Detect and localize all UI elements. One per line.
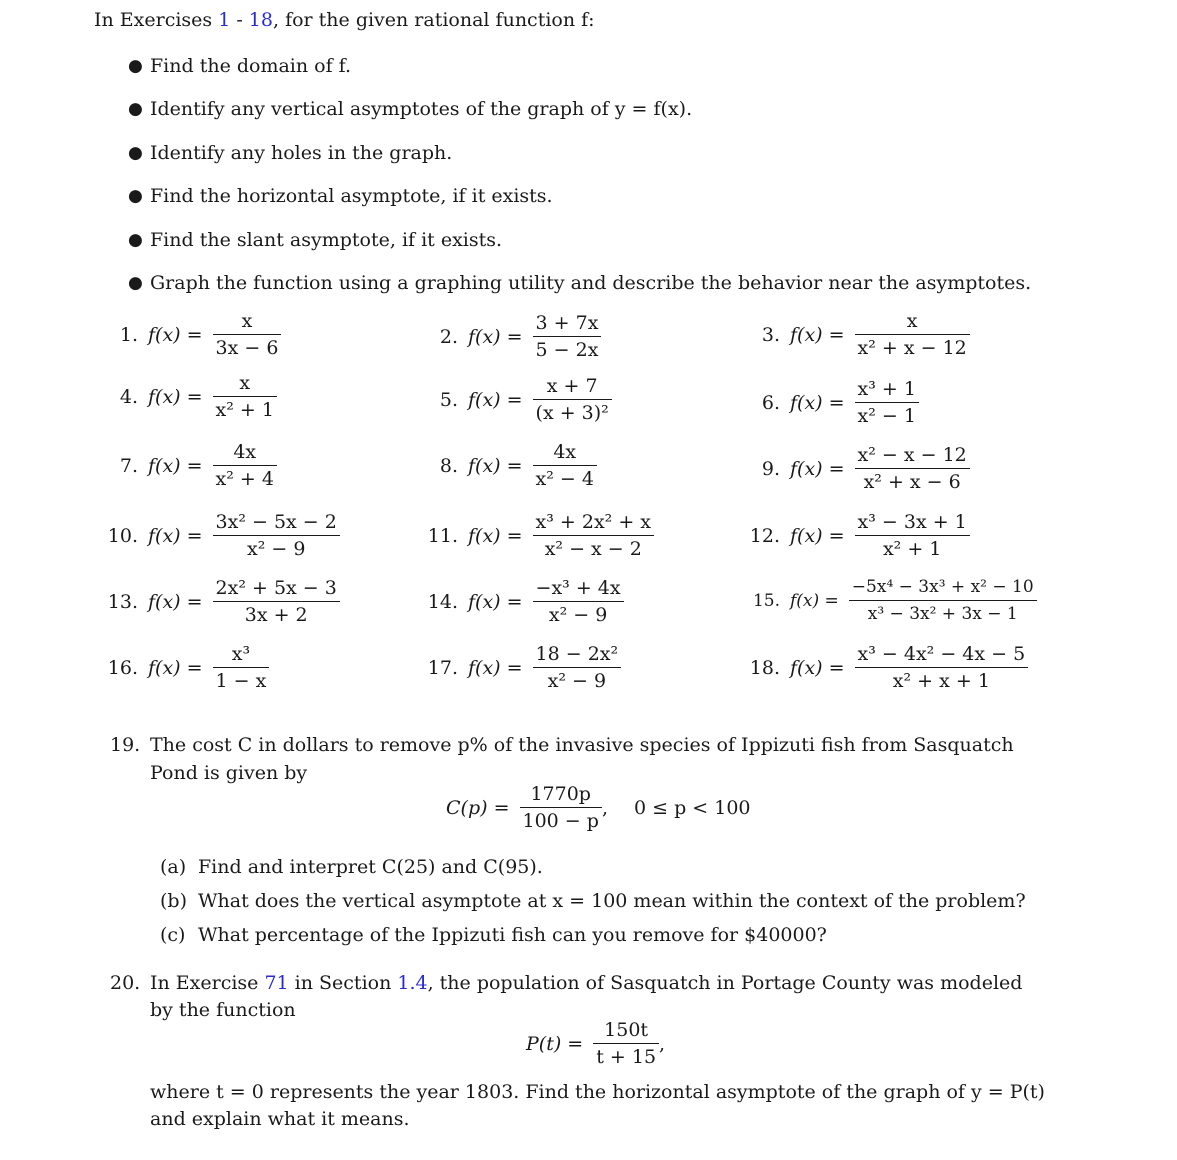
fraction (213, 440, 277, 491)
exercise-item (748, 510, 970, 561)
exercise-item (426, 311, 601, 362)
exercise-item (106, 576, 340, 627)
exercise-lhs: f(x) = (790, 524, 845, 547)
exercise-number: 16. (107, 656, 138, 679)
exercise-item (106, 642, 269, 693)
exercise-number: 13. (107, 590, 138, 613)
fraction-bar (533, 667, 622, 668)
bullet-dot: ● (128, 99, 143, 119)
fraction-bar (533, 465, 597, 466)
fraction (533, 440, 597, 491)
bullet-item: Identify any holes in the graph. (150, 142, 453, 164)
fraction-bar (520, 807, 602, 808)
population-formula (526, 1018, 665, 1069)
bullet-dot: ● (128, 273, 143, 293)
fraction-numerator: 2x² + 5x − 3 (215, 577, 337, 599)
fraction-numerator: 4x (233, 441, 257, 463)
fraction-numerator: x (906, 310, 918, 332)
bullet-item: Find the slant asymptote, if it exists. (150, 229, 503, 251)
fraction (855, 642, 1029, 693)
fraction (855, 309, 970, 360)
fraction-bar (213, 396, 277, 397)
problem-number: 20. (110, 972, 141, 994)
exercise-number: 7. (119, 454, 138, 477)
bullet-item: Find the horizontal asymptote, if it exists. (150, 185, 553, 207)
exercise-item (748, 377, 919, 428)
fraction (213, 510, 340, 561)
fraction-numerator: 3x² − 5x − 2 (215, 511, 337, 533)
part-text: What percentage of the Ippizuti fish can you remove for $40000? (198, 924, 827, 946)
fraction-denominator: x² − 9 (246, 538, 306, 560)
exercise-item (426, 440, 597, 491)
fraction-bar (213, 667, 270, 668)
fraction-bar (533, 399, 612, 400)
exercise-number: 4. (119, 385, 138, 408)
bullet-item: Find the domain of f. (150, 55, 352, 77)
problem-text: by the function (150, 999, 296, 1021)
part-label: (c) (160, 924, 186, 946)
problem-text-part: In Exercise (150, 972, 265, 994)
exercise-lhs: f(x) = (790, 323, 845, 346)
fraction-bar (213, 465, 277, 466)
fraction-numerator: x³ (231, 643, 251, 665)
link-exercise-71[interactable]: 71 (264, 972, 289, 994)
fraction-denominator: x² − 9 (548, 604, 608, 626)
fraction-numerator: x + 7 (546, 375, 598, 397)
link-exercise-1[interactable]: 1 (218, 9, 231, 31)
exercise-number: 1. (119, 323, 138, 346)
fraction-denominator: (x + 3)² (535, 402, 609, 424)
bullet-dot: ● (128, 186, 143, 206)
exercise-item (748, 575, 1037, 626)
intro-dash: - (230, 9, 249, 31)
exercise-lhs: f(x) = (148, 524, 203, 547)
fraction-numerator: x³ − 3x + 1 (857, 511, 967, 533)
fraction (213, 309, 282, 360)
fraction-denominator: 3x + 2 (244, 604, 308, 626)
fraction-denominator: x² − 9 (547, 670, 607, 692)
exercise-lhs: f(x) = (790, 457, 845, 480)
fraction-bar (533, 601, 624, 602)
link-section-1-4[interactable]: 1.4 (397, 972, 428, 994)
fraction-bar (849, 600, 1037, 601)
fraction-numerator: 18 − 2x² (535, 643, 619, 665)
exercise-number: 8. (439, 454, 458, 477)
fraction (213, 642, 270, 693)
formula-comma: , (659, 1032, 666, 1055)
problem-text (150, 972, 1022, 994)
problem-text: and explain what it means. (150, 1108, 410, 1130)
fraction (855, 443, 970, 494)
exercise-lhs: f(x) = (790, 590, 839, 611)
fraction-numerator: −5x⁴ − 3x³ + x² − 10 (851, 577, 1034, 597)
fraction-numerator: 150t (604, 1019, 649, 1041)
exercise-item (426, 576, 624, 627)
exercise-item (106, 309, 281, 360)
fraction (533, 576, 624, 627)
fraction (849, 575, 1037, 626)
exercise-lhs: f(x) = (148, 323, 203, 346)
exercise-lhs: f(x) = (148, 656, 203, 679)
fraction-denominator: x² + x − 6 (863, 471, 961, 493)
bullet-item: Graph the function using a graphing utility and describe the behavior near the asymptotes. (150, 272, 1032, 294)
fraction-bar (213, 535, 340, 536)
exercise-number: 9. (761, 457, 780, 480)
bullet-item: Identify any vertical asymptotes of the graph of y = f(x). (150, 98, 693, 120)
fraction-denominator: x³ − 3x² + 3x − 1 (867, 604, 1018, 624)
exercise-number: 3. (761, 323, 780, 346)
fraction-denominator: x² − 1 (857, 405, 916, 427)
exercise-number: 17. (427, 656, 458, 679)
formula-domain: 0 ≤ p < 100 (633, 796, 751, 819)
fraction (533, 642, 622, 693)
fraction (520, 782, 602, 833)
problem-number: 19. (110, 734, 141, 756)
exercise-number: 18. (749, 656, 780, 679)
exercise-item (106, 510, 340, 561)
exercise-item (748, 309, 970, 360)
exercise-item (748, 642, 1028, 693)
exercise-item (748, 443, 970, 494)
fraction-numerator: x³ + 2x² + x (535, 511, 652, 533)
fraction-numerator: 1770p (530, 783, 591, 805)
fraction-bar (855, 402, 919, 403)
exercise-lhs: f(x) = (468, 388, 523, 411)
fraction-denominator: x² + x + 1 (892, 670, 990, 692)
fraction-denominator: 5 − 2x (535, 339, 599, 361)
fraction-bar (533, 336, 602, 337)
fraction (213, 371, 277, 422)
exercise-item (106, 440, 277, 491)
bullet-dot: ● (128, 56, 143, 76)
fraction-denominator: 3x − 6 (215, 337, 279, 359)
fraction-denominator: x² − 4 (535, 468, 594, 490)
fraction (533, 510, 654, 561)
intro-suffix: , for the given rational function f: (272, 9, 595, 31)
fraction-bar (213, 601, 340, 602)
fraction-bar (213, 334, 282, 335)
exercise-number: 6. (761, 391, 780, 414)
fraction-bar (533, 535, 654, 536)
exercise-number: 14. (427, 590, 458, 613)
exercise-item (426, 642, 621, 693)
fraction-bar (855, 535, 970, 536)
exercise-lhs: f(x) = (468, 325, 523, 348)
exercise-lhs: f(x) = (148, 385, 203, 408)
exercise-number: 5. (439, 388, 458, 411)
part-text: What does the vertical asymptote at x = 100 mean within the context of the problem? (198, 890, 1026, 912)
problem-text: where t = 0 represents the year 1803. Find the horizontal asymptote of the graph of y = P(t) (150, 1081, 1045, 1103)
fraction (533, 374, 612, 425)
fraction-denominator: t + 15 (596, 1046, 657, 1068)
cost-formula (446, 782, 751, 833)
exercise-number: 12. (749, 524, 780, 547)
exercise-lhs: f(x) = (790, 656, 845, 679)
fraction-numerator: x² − x − 12 (857, 444, 967, 466)
exercise-number: 15. (752, 590, 780, 611)
exercise-lhs: f(x) = (148, 590, 203, 613)
problem-text-part: in Section (288, 972, 398, 994)
fraction-numerator: x (239, 372, 251, 394)
exercise-number: 11. (427, 524, 458, 547)
exercise-lhs: f(x) = (468, 454, 523, 477)
problem-text: The cost C in dollars to remove p% of the invasive species of Ippizuti fish from Sasquatch (150, 734, 1014, 756)
fraction-numerator: 3 + 7x (535, 312, 599, 334)
bullet-dot: ● (128, 230, 143, 250)
intro-text (94, 9, 595, 31)
fraction-numerator: x³ + 1 (857, 378, 916, 400)
fraction-denominator: x² + x − 12 (857, 337, 967, 359)
part-label: (a) (160, 856, 187, 878)
fraction-bar (593, 1043, 659, 1044)
fraction-denominator: x² + 1 (882, 538, 942, 560)
fraction-bar (855, 667, 1029, 668)
exercise-lhs: f(x) = (468, 590, 523, 613)
fraction-denominator: 100 − p (522, 810, 599, 832)
fraction-numerator: 4x (553, 441, 577, 463)
formula-comma: , (601, 796, 608, 819)
link-exercise-18[interactable]: 18 (248, 9, 273, 31)
fraction (533, 311, 602, 362)
fraction (593, 1018, 659, 1069)
fraction-denominator: 1 − x (215, 670, 267, 692)
part-label: (b) (160, 890, 187, 912)
exercise-lhs: f(x) = (148, 454, 203, 477)
exercise-lhs: f(x) = (790, 391, 845, 414)
fraction (213, 576, 340, 627)
exercise-number: 2. (439, 325, 458, 348)
fraction-denominator: x² − x − 2 (544, 538, 642, 560)
formula-lhs: P(t) = (526, 1032, 584, 1055)
exercise-lhs: f(x) = (468, 656, 523, 679)
fraction (855, 377, 919, 428)
exercise-item (106, 371, 277, 422)
bullet-dot: ● (128, 143, 143, 163)
formula-lhs: C(p) = (446, 796, 510, 819)
problem-text-part: , the population of Sasquatch in Portage County was modeled (427, 972, 1023, 994)
fraction-numerator: −x³ + 4x (535, 577, 621, 599)
exercise-item (426, 374, 612, 425)
problem-text: Pond is given by (150, 762, 308, 784)
fraction-numerator: x (241, 310, 253, 332)
fraction-numerator: x³ − 4x² − 4x − 5 (857, 643, 1026, 665)
exercise-item (426, 510, 654, 561)
exercise-number: 10. (107, 524, 138, 547)
part-text: Find and interpret C(25) and C(95). (198, 856, 543, 878)
fraction-bar (855, 468, 970, 469)
fraction-bar (855, 334, 970, 335)
fraction-denominator: x² + 4 (215, 468, 274, 490)
exercise-lhs: f(x) = (468, 524, 523, 547)
intro-prefix: In Exercises (94, 9, 219, 31)
fraction (855, 510, 970, 561)
fraction-denominator: x² + 1 (215, 399, 274, 421)
